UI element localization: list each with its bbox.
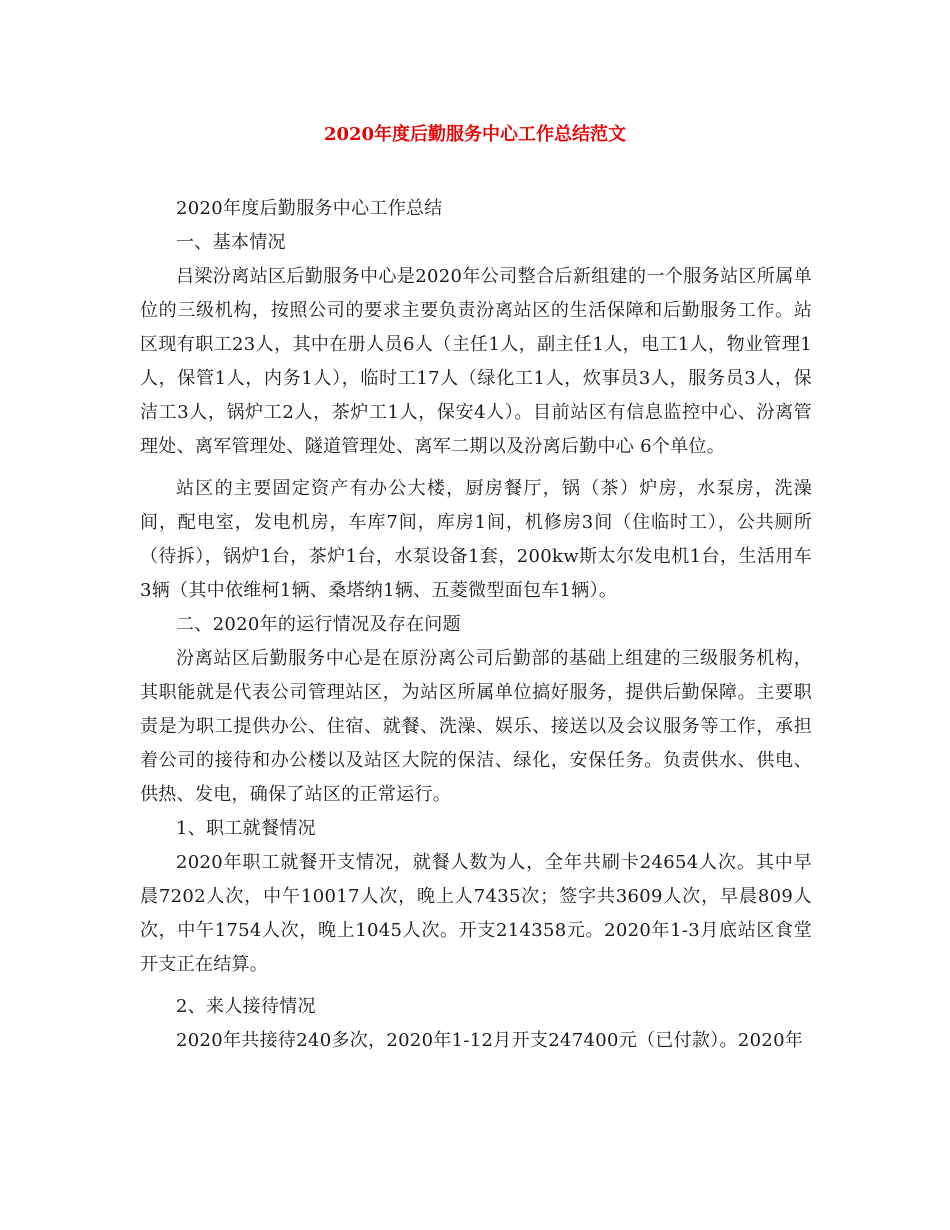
section-heading-basic-info: 一、基本情况	[176, 232, 286, 253]
document-title: 2020年度后勤服务中心工作总结范文	[323, 124, 627, 145]
body-paragraph: 汾离站区后勤服务中心是在原汾离公司后勤部的基础上组建的三级服务机构，其职能就是代表公司管理站区，为站区所属单位搞好服务，提供后勤保障。主要职责是为职工提供办公、住宿、就餐、洗澡、娱乐、接送以及会议服务等工作，承担着公司的接待和办公楼以及站区大院的保洁、绿化，安保任务。负责供水、供电、供热、发电，确保了站区的正常运行。	[140, 648, 812, 805]
subsection-heading-dining: 1、职工就餐情况	[176, 818, 316, 839]
section-heading-operations: 二、2020年的运行情况及存在问题	[176, 614, 461, 635]
document-body	[140, 192, 812, 1058]
subsection-heading-reception: 2、来人接待情况	[176, 996, 316, 1017]
body-paragraph: 站区的主要固定资产有办公大楼，厨房餐厅，锅（茶）炉房，水泵房，洗澡间，配电室，发电机房，车库7间，库房1间，机修房3间（住临时工），公共厕所（待拆），锅炉1台，茶炉1台，水泵设备1套，200kw斯太尔发电机1台，生活用车3辆（其中依维柯1辆、桑塔纳1辆、五菱微型面包车1辆）。	[140, 478, 812, 601]
body-paragraph: 吕梁汾离站区后勤服务中心是2020年公司整合后新组建的一个服务站区所属单位的三级机构，按照公司的要求主要负责汾离站区的生活保障和后勤服务工作。站区现有职工23人，其中在册人员6人（主任1人，副主任1人，电工1人，物业管理1人，保管1人，内务1人），临时工17人（绿化工1人，炊事员3人，服务员3人，保洁工3人，锅炉工2人，茶炉工1人，保安4人）。目前站区有信息监控中心、汾离管理处、离军管理处、隧道管理处、离军二期以及汾离后勤中心 6个单位。	[140, 266, 812, 457]
body-paragraph: 2020年共接待240多次，2020年1-12月开支247400元（已付款）。2020年	[176, 1030, 804, 1051]
body-paragraph: 2020年职工就餐开支情况，就餐人数为人，全年共刷卡24654人次。其中早晨7202人次，中午10017人次，晚上人7435次；签字共3609人次，早晨809人次，中午1754人次，晚上1045人次。开支214358元。2020年1-3月底站区食堂开支正在结算。	[140, 852, 812, 975]
subtitle-paragraph: 2020年度后勤服务中心工作总结	[176, 198, 443, 219]
